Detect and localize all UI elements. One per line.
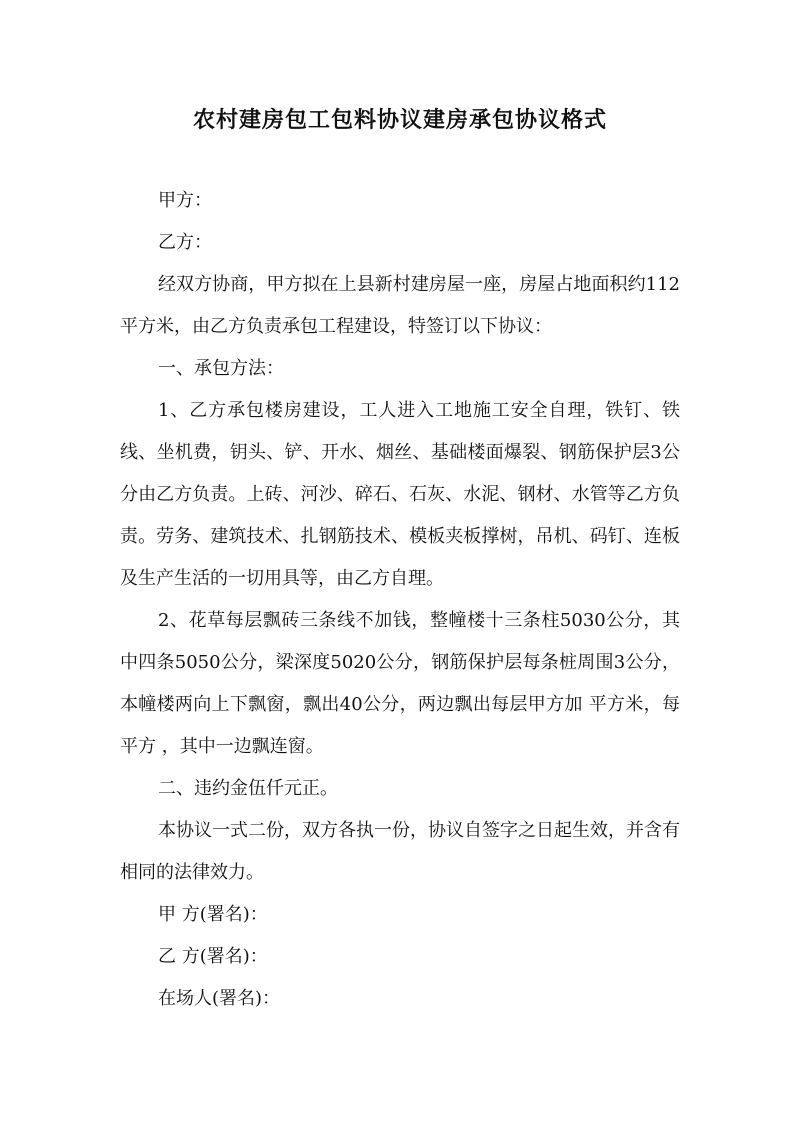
party-a-signature-line: 甲 方(署名)： <box>158 904 268 925</box>
intro-paragraph: 经双方协商，甲方拟在上县新村建房屋一座，房屋占地面积约112平方米，由乙方负责承包工程建设，特签订以下协议： <box>120 274 680 337</box>
party-b-signature-line: 乙 方(署名)： <box>158 946 268 967</box>
document-body <box>120 180 680 1020</box>
clause-2-paragraph: 2、花草每层飘砖三条线不加钱，整幢楼十三条柱5030公分，其中四条5050公分，梁深度5020公分，钢筋保护层每条桩周围3公分，本幢楼两向上下飘窗，飘出40公分，两边飘出每层甲方加 平方米，每平方 ，其中一边飘连窗。 <box>120 610 680 757</box>
section-heading-penalty: 二、违约金伍仟元正。 <box>158 778 338 799</box>
document-title: 农村建房包工包料协议建房承包协议格式 <box>192 107 607 133</box>
witness-signature-line: 在场人(署名)： <box>158 988 281 1009</box>
party-b-line: 乙方： <box>158 232 212 253</box>
clause-1-paragraph: 1、乙方承包楼房建设，工人进入工地施工安全自理，铁钉、铁线、坐机费，钥头、铲、开水、烟丝、基础楼面爆裂、钢筋保护层3公分由乙方负责。上砖、河沙、碎石、石灰、水泥、钢材、水管等乙方负责。劳务、建筑技术、扎钢筋技术、模板夹板撑树，吊机、码钉、连板及生产生活的一切用具等，由乙方自理。 <box>120 400 680 589</box>
party-a-line: 甲方： <box>158 190 212 211</box>
validity-paragraph: 本协议一式二份，双方各执一份，协议自签字之日起生效，并含有相同的法律效力。 <box>120 820 680 883</box>
section-heading-contract-method: 一、承包方法： <box>158 358 284 379</box>
